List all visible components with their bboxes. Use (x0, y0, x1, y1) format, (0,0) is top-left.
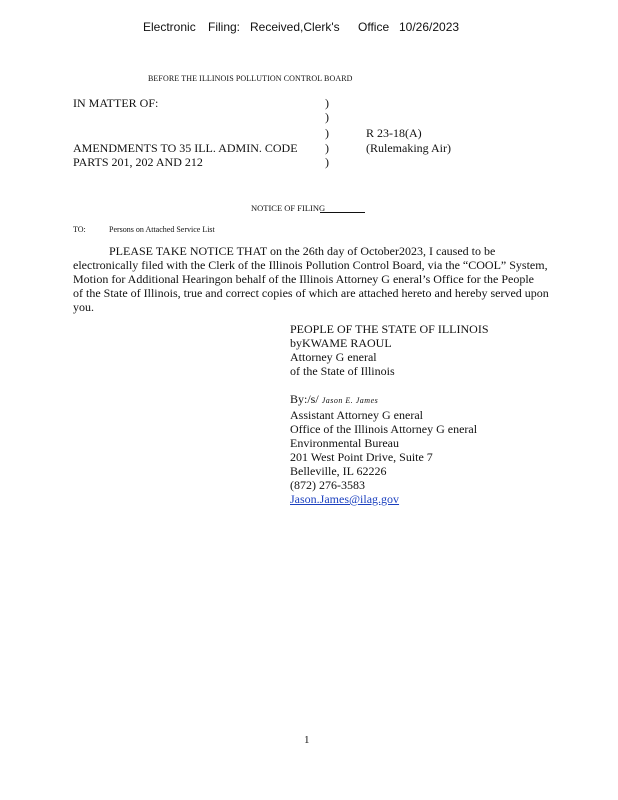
signature-address1: 201 West Point Drive, Suite 7 (290, 450, 433, 464)
signature-ag-title: Attorney G eneral (290, 350, 377, 364)
header-received: Received,Clerk's (250, 20, 340, 34)
header-office: Office (358, 20, 390, 34)
to-label: TO: (73, 225, 86, 234)
body-line: Motion for Additional Hearingon behalf of the Illinois Attorney G eneral’s Office for the People (73, 272, 534, 286)
caption-parts: PARTS 201, 202 AND 212 (73, 155, 203, 169)
body-line: you. (73, 300, 94, 314)
case-number: R 23-18(A) (366, 126, 422, 140)
caption-amendments: AMENDMENTS TO 35 ILL. ADMIN. CODE (73, 141, 298, 155)
signature-title: Assistant Attorney G eneral (290, 408, 423, 422)
notice-title-underline (320, 212, 365, 213)
notice-body (73, 244, 613, 314)
caption-paren: ) (325, 96, 329, 110)
signature-address2: Belleville, IL 62226 (290, 464, 387, 478)
signature-by-ag: byKWAME RAOUL (290, 336, 392, 350)
signature-party: PEOPLE OF THE STATE OF ILLINOIS (290, 322, 489, 336)
case-type: (Rulemaking Air) (366, 141, 451, 155)
signature-by-line (290, 392, 477, 408)
caption-paren: ) (325, 141, 329, 155)
page-number: 1 (304, 734, 310, 746)
caption-paren: ) (325, 126, 329, 140)
signature-script: Jason E. James (321, 396, 379, 405)
header-filing: Filing: (208, 20, 241, 34)
signature-party-block (290, 322, 489, 378)
signature-office: Office of the Illinois Attorney G eneral (290, 422, 478, 436)
signature-of-state: of the State of Illinois (290, 364, 395, 378)
board-title: BEFORE THE ILLINOIS POLLUTION CONTROL BOARD (148, 74, 353, 83)
notice-title: NOTICE OF FILING (251, 203, 326, 213)
header-electronic: Electronic (143, 20, 196, 34)
signature-bureau: Environmental Bureau (290, 436, 399, 450)
to-value: Persons on Attached Service List (109, 225, 215, 234)
signature-attorney-block (290, 392, 477, 506)
body-line: of the State of Illinois, true and correct copies of which are attached hereto and hereby served upon (73, 286, 549, 300)
caption-paren: ) (325, 110, 329, 124)
caption-paren: ) (325, 155, 329, 169)
body-line: electronically filed with the Clerk of the Illinois Pollution Control Board, via the “COOL” System, (73, 258, 548, 272)
body-line: PLEASE TAKE NOTICE THAT on the 26th day of October2023, I caused to be (109, 244, 496, 258)
signature-email-link[interactable]: Jason.James@ilag.gov (290, 492, 400, 506)
signature-by-label: By:/s/ (290, 392, 319, 406)
header-date: 10/26/2023 (399, 20, 460, 34)
caption-matter: IN MATTER OF: (73, 96, 159, 110)
signature-phone: (872) 276-3583 (290, 478, 365, 492)
